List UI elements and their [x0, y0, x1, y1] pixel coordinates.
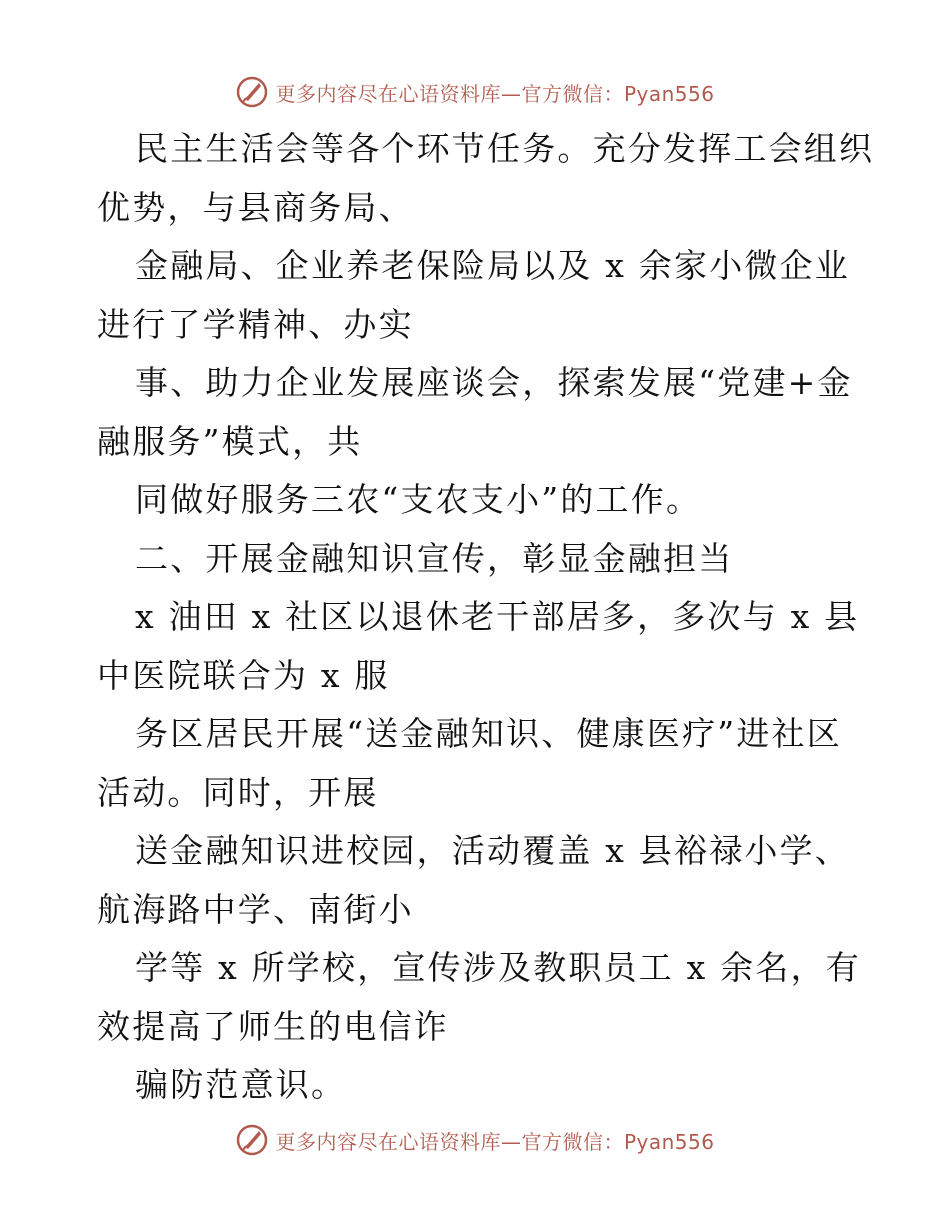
text-line: 同做好服务三农“支农支小”的工作。: [135, 480, 702, 519]
text-line: 事、助力企业发展座谈会，探索发展“党建+金: [135, 363, 853, 402]
text-line: 金融局、企业养老保险局以及 x 余家小微企业: [135, 246, 850, 285]
footer-banner-text: 更多内容尽在心语资料库—官方微信：Pyan556: [275, 1129, 715, 1154]
section-heading: 二、开展金融知识宣传，彰显金融担当: [135, 538, 734, 578]
text-line: 中医院联合为 x 服: [97, 655, 390, 695]
text-line: 学等 x 所学校，宣传涉及教职员工 x 余名，有: [135, 948, 861, 987]
text-line: 融服务”模式，共: [97, 421, 363, 461]
text-line: 骗防范意识。: [135, 1065, 347, 1104]
text-line: 进行了学精神、办实: [97, 304, 414, 344]
text-line: 效提高了师生的电信诈: [97, 1006, 449, 1046]
quill-pen-logo-icon: [235, 75, 269, 109]
text-line: 务区居民开展“送金融知识、健康医疗”进社区: [135, 714, 842, 753]
text-line: 送金融知识进校园，活动覆盖 x 县裕禄小学、: [135, 831, 850, 870]
text-line: 优势，与县商务局、: [97, 187, 414, 227]
document-body: [97, 120, 875, 1115]
text-line: 民主生活会等各个环节任务。充分发挥工会组织: [135, 129, 875, 168]
text-line: 航海路中学、南街小: [97, 889, 414, 929]
header-banner-text: 更多内容尽在心语资料库—官方微信：Pyan556: [275, 81, 715, 106]
footer-banner: [0, 1120, 950, 1160]
text-line: 活动。同时，开展: [97, 772, 379, 812]
header-banner: [0, 72, 950, 112]
quill-pen-logo-icon: [235, 1123, 269, 1157]
text-line: x 油田 x 社区以退休老干部居多，多次与 x 县: [135, 597, 860, 636]
